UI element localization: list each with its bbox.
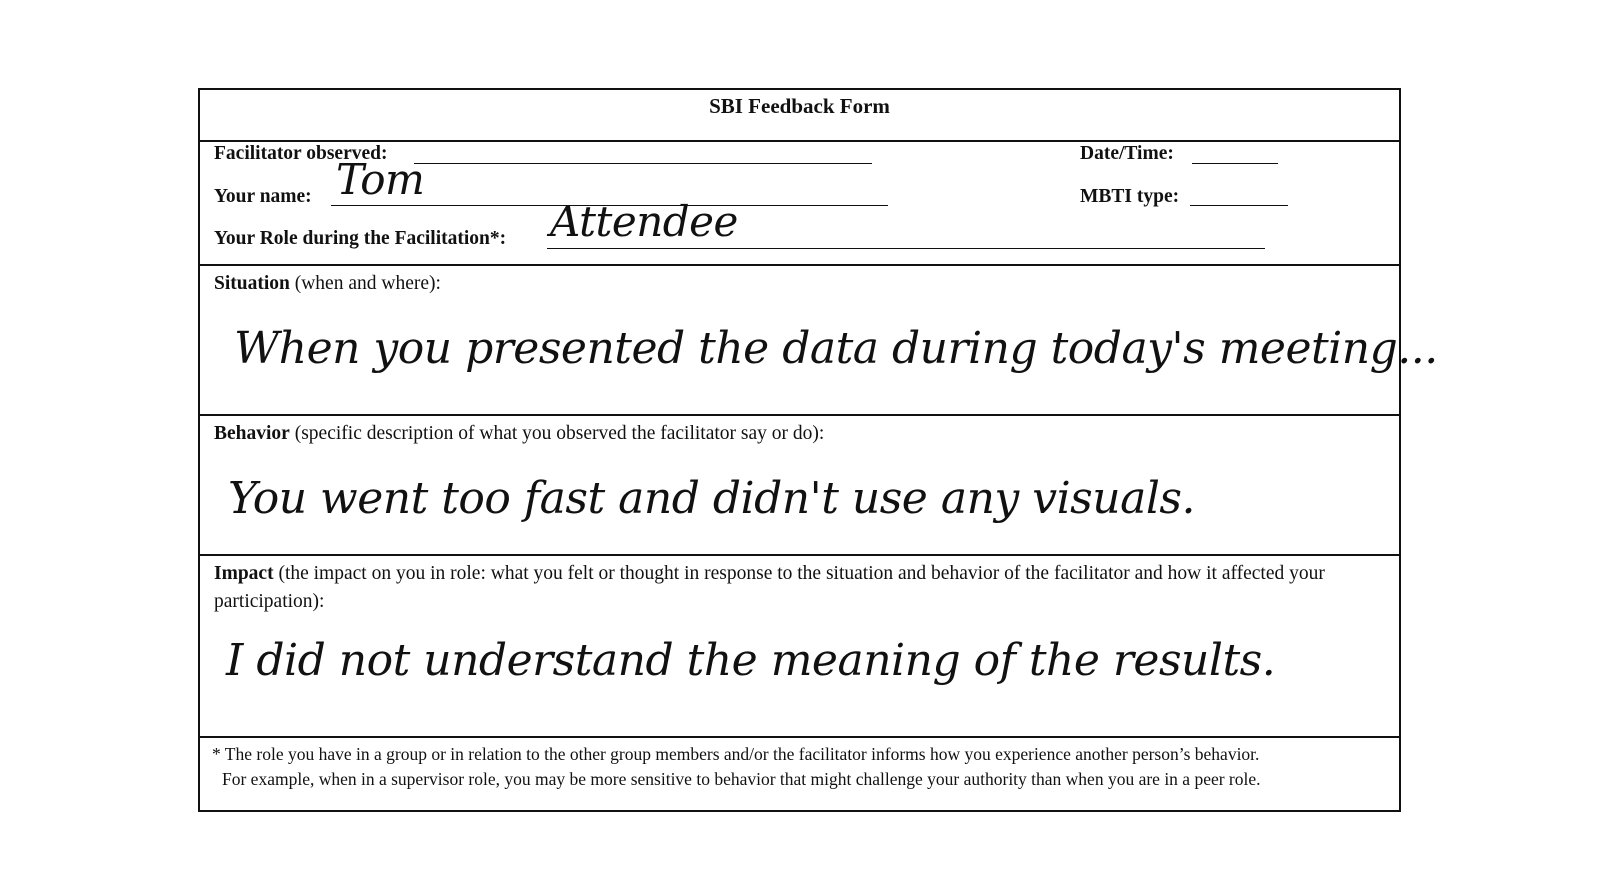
impact-hint: (the impact on you in role: what you felt or thought in response to the situation and behavior of the facilitator and how it affected your participation): bbox=[214, 563, 1325, 612]
facilitator-field[interactable] bbox=[414, 163, 872, 164]
behavior-section bbox=[200, 416, 1399, 556]
situation-hint: (when and where): bbox=[289, 273, 441, 294]
mbti-field[interactable] bbox=[1190, 205, 1288, 206]
behavior-label bbox=[214, 420, 1359, 448]
impact-heading: Impact bbox=[214, 563, 274, 584]
role-field[interactable] bbox=[547, 248, 1265, 249]
role-label: Your Role during the Facilitation*: bbox=[214, 228, 507, 249]
behavior-heading: Behavior bbox=[214, 423, 290, 444]
footnote-section bbox=[200, 738, 1399, 810]
footnote-line-2: For example, when in a supervisor role, you may be more sensitive to behavior that might challenge your authority than when you are in a peer role. bbox=[222, 769, 1261, 789]
facilitator-label: Facilitator observed: bbox=[214, 143, 388, 164]
behavior-answer[interactable]: You went too fast and didn't use any visuals. bbox=[228, 473, 1195, 524]
situation-section bbox=[200, 266, 1438, 416]
form-title-section bbox=[200, 90, 1399, 142]
your-name-label: Your name: bbox=[214, 186, 312, 207]
mbti-label: MBTI type: bbox=[1080, 186, 1180, 207]
your-name-value: Tom bbox=[336, 155, 425, 204]
impact-label bbox=[214, 560, 1359, 616]
situation-answer[interactable]: When you presented the data during today's meeting... bbox=[234, 323, 1438, 374]
impact-section bbox=[200, 556, 1399, 738]
form-title: SBI Feedback Form bbox=[709, 94, 890, 118]
impact-answer[interactable]: I did not understand the meaning of the results. bbox=[226, 635, 1276, 686]
situation-heading: Situation bbox=[214, 273, 290, 294]
footnote-line-1: * The role you have in a group or in relation to the other group members and/or the facilitator informs how you experience another person’s behavior. bbox=[212, 744, 1260, 764]
role-value: Attendee bbox=[550, 197, 738, 246]
footnote bbox=[212, 742, 1387, 792]
sbi-feedback-form bbox=[198, 88, 1438, 812]
behavior-hint: (specific description of what you observed the facilitator say or do): bbox=[289, 423, 825, 444]
datetime-label: Date/Time: bbox=[1080, 143, 1174, 164]
datetime-field[interactable] bbox=[1192, 163, 1278, 164]
form-header-section bbox=[200, 142, 1399, 266]
situation-label bbox=[214, 270, 1359, 298]
